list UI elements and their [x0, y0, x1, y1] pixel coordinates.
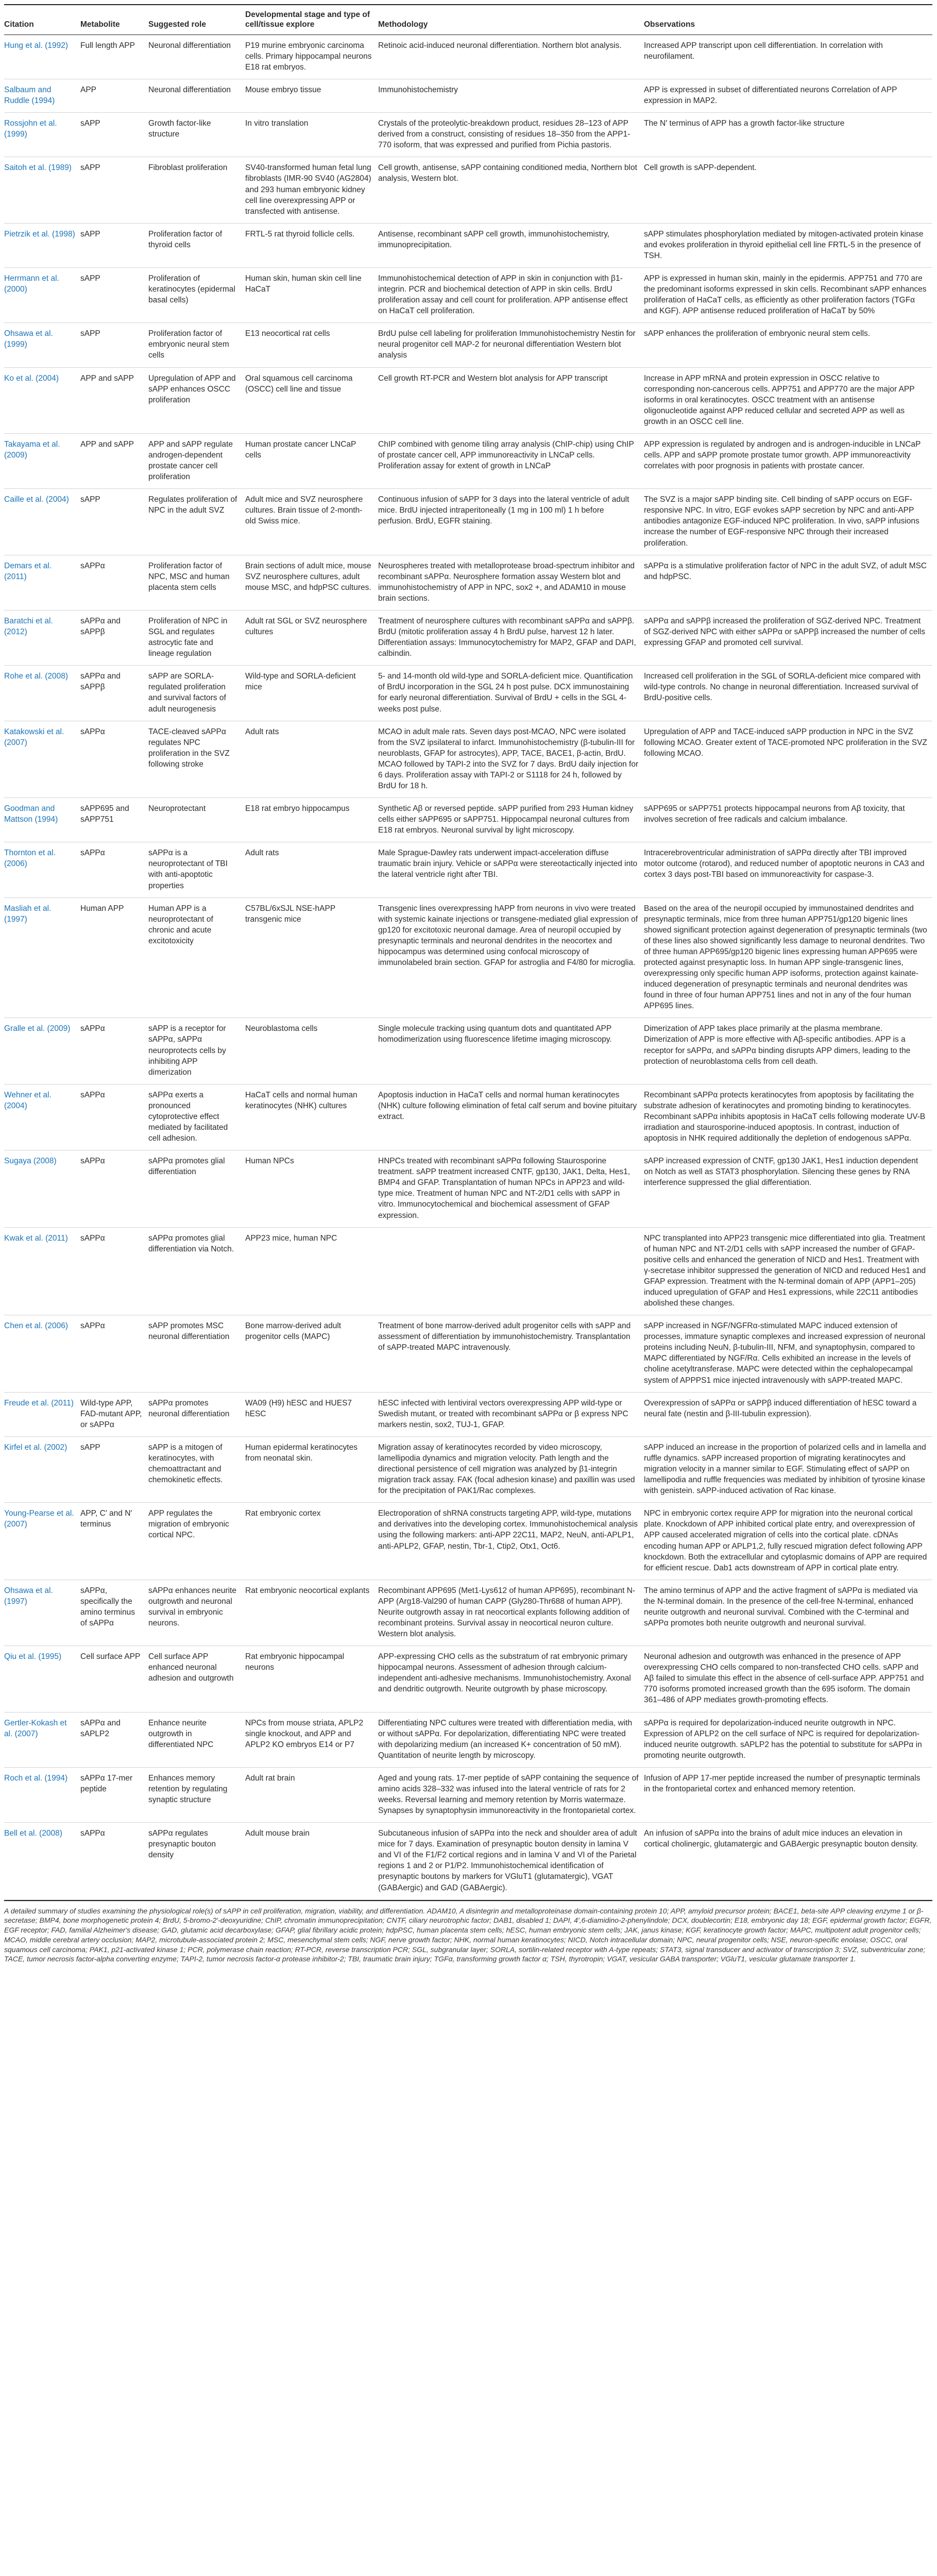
cell-suggested-role: Growth factor-like structure — [148, 113, 245, 157]
cell-developmental-stage: E13 neocortical rat cells — [245, 323, 378, 367]
cell-suggested-role: Enhances memory retention by regulating synaptic structure — [148, 1767, 245, 1822]
cell-suggested-role: sAPPα promotes neuronal differentiation — [148, 1392, 245, 1436]
summary-table — [4, 4, 932, 1900]
cell-citation[interactable]: Salbaum and Ruddle (1994) — [4, 79, 80, 112]
table-row — [4, 1150, 932, 1227]
cell-observations: Dimerization of APP takes place primarily at the plasma membrane. Dimerization of APP is more effective with Aβ-specific antibodies. APP is a receptor for sAPPα, and sAPPα binding disrupts APP dimers, leading to the protection of neuroblastoma cells from cell death. — [644, 1018, 932, 1084]
cell-observations: APP expression is regulated by androgen and is androgen-inducible in LNCaP cells. APP and sAPP promote prostate tumor growth. APP immunoreactivity correlates with poor prognosis in patients with prostate cancer. — [644, 433, 932, 488]
cell-citation[interactable]: Qiu et al. (1995) — [4, 1646, 80, 1712]
cell-citation[interactable]: Ko et al. (2004) — [4, 367, 80, 433]
cell-suggested-role: sAPP promotes MSC neuronal differentiation — [148, 1315, 245, 1392]
table-row — [4, 1084, 932, 1150]
cell-citation[interactable]: Saitoh et al. (1989) — [4, 157, 80, 223]
cell-observations: sAPP increased expression of CNTF, gp130 JAK1, Hes1 induction dependent on Notch as well as STAT3 phosphorylation. Silencing these genes by RNA interference suppressed the glial differentiation. — [644, 1150, 932, 1227]
cell-suggested-role: Neuronal differentiation — [148, 79, 245, 112]
cell-metabolite: sAPP — [80, 268, 148, 323]
cell-observations: sAPPα is a stimulative proliferation factor of NPC in the adult SVZ, of adult MSC and hdpPSC. — [644, 555, 932, 610]
cell-developmental-stage: Wild-type and SORLA-deficient mice — [245, 666, 378, 721]
cell-developmental-stage: HaCaT cells and normal human keratinocytes (NHK) cultures — [245, 1084, 378, 1150]
cell-metabolite: sAPPα, specifically the amino terminus of sAPPα — [80, 1580, 148, 1646]
table-row — [4, 721, 932, 798]
cell-developmental-stage: Human NPCs — [245, 1150, 378, 1227]
cell-citation[interactable]: Gralle et al. (2009) — [4, 1018, 80, 1084]
cell-developmental-stage: Oral squamous cell carcinoma (OSCC) cell line and tissue — [245, 367, 378, 433]
cell-developmental-stage: Adult mice and SVZ neurosphere cultures. Brain tissue of 2-month-old Swiss mice. — [245, 489, 378, 555]
table-row — [4, 897, 932, 1018]
cell-methodology: Subcutaneous infusion of sAPPα into the neck and shoulder area of adult mice for 7 days. Examination of presynaptic bouton density in lamina V and VI of the F1/F2 cortical regions and in lamina V and VI of the Parietal regions 1 and 2 or P1/P2. Immunohistochemical identification of presynaptic boutons by markers for VGluT1 (glutamatergic), VGAT (GABAergic) and GAD (GABAergic). — [378, 1823, 644, 1900]
cell-methodology: MCAO in adult male rats. Seven days post-MCAO, NPC were isolated from the SVZ ipsilateral to infarct. Immunohistochemistry (β-tubulin-III for neuroblasts, GFAP for astrocytes), APP, TACE, BACE1, β-actin, BrdU. MCAO followed by TAPI-2 into the SVZ for 7 days. BrdU daily injection for 6 days. Proliferation assay with TAPI-2 or S1118 for 24 h, followed by BrdU for 18 h. — [378, 721, 644, 798]
cell-suggested-role: Regulates proliferation of NPC in the adult SVZ — [148, 489, 245, 555]
cell-developmental-stage: APP23 mice, human NPC — [245, 1227, 378, 1315]
cell-methodology: Apoptosis induction in HaCaT cells and normal human keratinocytes (NHK) culture following elimination of fetal calf serum and bovine pituitary extract. — [378, 1084, 644, 1150]
cell-developmental-stage: Adult rat brain — [245, 1767, 378, 1822]
cell-developmental-stage: P19 murine embryonic carcinoma cells. Primary hippocampal neurons E18 rat embryos. — [245, 35, 378, 79]
cell-developmental-stage: Adult rats — [245, 721, 378, 798]
table-row — [4, 610, 932, 665]
cell-suggested-role: Upregulation of APP and sAPP enhances OSCC proliferation — [148, 367, 245, 433]
cell-suggested-role: TACE-cleaved sAPPα regulates NPC proliferation in the SVZ following stroke — [148, 721, 245, 798]
cell-developmental-stage: Rat embryonic neocortical explants — [245, 1580, 378, 1646]
cell-developmental-stage: Bone marrow-derived adult progenitor cells (MAPC) — [245, 1315, 378, 1392]
cell-metabolite: sAPPα — [80, 1150, 148, 1227]
cell-suggested-role: Neuroprotectant — [148, 798, 245, 842]
cell-developmental-stage: Human epidermal keratinocytes from neonatal skin. — [245, 1436, 378, 1502]
table-row — [4, 666, 932, 721]
cell-methodology: Retinoic acid-induced neuronal differentiation. Northern blot analysis. — [378, 35, 644, 79]
cell-citation[interactable]: Rohe et al. (2008) — [4, 666, 80, 721]
cell-suggested-role: sAPPα enhances neurite outgrowth and neuronal survival in embryonic neurons. — [148, 1580, 245, 1646]
table-row — [4, 35, 932, 79]
table-row — [4, 268, 932, 323]
table-row — [4, 489, 932, 555]
cell-metabolite: sAPP — [80, 223, 148, 267]
cell-suggested-role: sAPP is a receptor for sAPPα, sAPPα neuroprotects cells by inhibiting APP dimerization — [148, 1018, 245, 1084]
cell-suggested-role: Fibroblast proliferation — [148, 157, 245, 223]
table-row — [4, 113, 932, 157]
cell-metabolite: sAPP — [80, 489, 148, 555]
cell-observations: sAPPα and sAPPβ increased the proliferation of SGZ-derived NPC. Treatment of SGZ-derived NPC with either sAPPα or sAPPβ increased the number of cells expressing GFAP and promoted cell survival. — [644, 610, 932, 665]
cell-metabolite: sAPPα — [80, 555, 148, 610]
column-header-methodology: Methodology — [378, 5, 644, 35]
table-row — [4, 1018, 932, 1084]
cell-suggested-role: Proliferation factor of NPC, MSC and human placenta stem cells — [148, 555, 245, 610]
column-header-metabolite: Metabolite — [80, 5, 148, 35]
table-row — [4, 1392, 932, 1436]
cell-metabolite: sAPPα and sAPPβ — [80, 610, 148, 665]
cell-methodology: Electroporation of shRNA constructs targeting APP, wild-type, mutations and derivatives into the developing cortex. Immunohistochemical analysis using the following markers: anti-APP 22C11, MAP2, NeuN, anti-APLP1, anti-APLP2, GFAP, nestin, Tbr-1, Ctip2, Otx1, Oct6. — [378, 1503, 644, 1580]
cell-developmental-stage: Human prostate cancer LNCaP cells — [245, 433, 378, 488]
cell-observations: NPC transplanted into APP23 transgenic mice differentiated into glia. Treatment of human NPC and NT-2/D1 cells with sAPP increased the number of GFAP-positive cells and enhanced the generation of NICD and Hes1. Treatment with γ-secretase inhibitor suppressed the generation of NICD and reduced Hes1 and GFAP expression. Treatment with the N-terminal domain of APP (APP1–205) induced upregulation of GFAP and Hes1 expressions, while 22C11 antibodies abolished these changes. — [644, 1227, 932, 1315]
cell-metabolite: sAPPα — [80, 1227, 148, 1315]
cell-citation[interactable]: Hung et al. (1992) — [4, 35, 80, 79]
cell-developmental-stage: FRTL-5 rat thyroid follicle cells. — [245, 223, 378, 267]
cell-citation[interactable]: Demars et al. (2011) — [4, 555, 80, 610]
cell-observations: Increased cell proliferation in the SGL of SORLA-deficient mice compared with wild-type controls. No change in neuronal differentiation. Increased survival of BrdU-positive cells. — [644, 666, 932, 721]
cell-methodology: Treatment of neurosphere cultures with recombinant sAPPα and sAPPβ. BrdU (mitotic proliferation assay 4 h BrdU pulse, harvest 12 h later. Differentiation assays: Immunocytochemistry for MAP2, GFAP and DAPI, calbindin. — [378, 610, 644, 665]
cell-suggested-role: sAPPα exerts a pronounced cytoprotective effect mediated by facilitated cell adhesion. — [148, 1084, 245, 1150]
column-header-developmental-stage: Developmental stage and type of cell/tissue explore — [245, 5, 378, 35]
cell-suggested-role: APP and sAPP regulate androgen-dependent prostate cancer cell proliferation — [148, 433, 245, 488]
cell-developmental-stage: C57BL/6xSJL NSE-hAPP transgenic mice — [245, 897, 378, 1018]
cell-metabolite: APP and sAPP — [80, 367, 148, 433]
table-row — [4, 1767, 932, 1822]
document-page — [4, 4, 932, 1964]
cell-suggested-role: sAPPα is a neuroprotectant of TBI with anti-apoptotic properties — [148, 842, 245, 897]
cell-developmental-stage: Human skin, human skin cell line HaCaT — [245, 268, 378, 323]
table-row — [4, 79, 932, 112]
column-header-observations: Observations — [644, 5, 932, 35]
cell-observations: sAPPα is required for depolarization-induced neurite outgrowth in NPC. Expression of APLP2 on the cell surface of NPC is required for depolarization-induced neurite outgrowth. sAPLP2 has the potential to substitute for sAPPα in promoting neurite outgrowth. — [644, 1712, 932, 1767]
cell-methodology: Transgenic lines overexpressing hAPP from neurons in vivo were treated with systemic kainate injections or transgene-mediated glial expression of gp120 for excitotoxic neuronal damage. Area of neuropil occupied by presynaptic terminals and neuronal dendrites in the neocortex and hippocampus was determined using confocal microscopy of immunolabeled brain section. GFAP for astroglia and F4/80 for microglia. — [378, 897, 644, 1018]
cell-observations: sAPP enhances the proliferation of embryonic neural stem cells. — [644, 323, 932, 367]
cell-observations: APP is expressed in subset of differentiated neurons Correlation of APP expression in MAP2. — [644, 79, 932, 112]
cell-observations: Increase in APP mRNA and protein expression in OSCC relative to corresponding non-cancerous cells. APP751 and APP770 are the major APP isoforms in oral keratinocytes. OSCC treatment with an antisense oligonucleotide against APP reduced cellular and secreted APP as well as growth in an OSCC cell line. — [644, 367, 932, 433]
cell-suggested-role: sAPPα promotes glial differentiation — [148, 1150, 245, 1227]
cell-developmental-stage: WA09 (H9) hESC and HUES7 hESC — [245, 1392, 378, 1436]
cell-metabolite: Wild-type APP, FAD-mutant APP, or sAPPα — [80, 1392, 148, 1436]
cell-observations: Based on the area of the neuropil occupied by immunostained dendrites and presynaptic terminals, mice from three human APP751/gp120 bigenic lines showed significant protection against degeneration of presynaptic terminals (two of these lines also showed significantly less damage to neuronal dendrites. Two of three human APP695/gp120 bigenic lines expressing human APP695 were protected against presynaptic loss. In human APP single-transgenic lines, overexpressing only specific human APP isoforms, protection against kainate-induced degeneration of presynaptic terminals and neuronal dendrites was found in three of four human APP751 lines and not in any of the four human APP695 lines. — [644, 897, 932, 1018]
cell-citation[interactable]: Kwak et al. (2011) — [4, 1227, 80, 1315]
cell-methodology: hESC infected with lentiviral vectors overexpressing APP wild-type or Swedish mutant, or treated with recombinant sAPPα or β express NPC markers nestin, sox2, TUJ-1, GFAP. — [378, 1392, 644, 1436]
cell-citation[interactable]: Thornton et al. (2006) — [4, 842, 80, 897]
cell-methodology: 5- and 14-month old wild-type and SORLA-deficient mice. Quantification of BrdU incorporation in the SGL 24 h post pulse. DCX immunostaining for early neuronal differentiation. Survival of BrdU + cells in the SGL 4-weeks post pulse. — [378, 666, 644, 721]
table-row — [4, 1227, 932, 1315]
cell-methodology: Continuous infusion of sAPP for 3 days into the lateral ventricle of adult mice. BrdU injected intraperitoneally (1 mg in 100 ml) 1 h before perfusion. BrdU, EGFR staining. — [378, 489, 644, 555]
cell-citation[interactable]: Caille et al. (2004) — [4, 489, 80, 555]
cell-citation[interactable]: Baratchi et al. (2012) — [4, 610, 80, 665]
cell-observations: sAPP695 or sAPP751 protects hippocampal neurons from Aβ toxicity, that involves secretion of free radicals and calcium imbalance. — [644, 798, 932, 842]
table-row — [4, 157, 932, 223]
cell-observations: The amino terminus of APP and the active fragment of sAPPα is mediated via the N-terminal domain. In the presence of the cell-free N-terminal, enhanced neurite outgrowth and neuronal survival. Combined with the C-terminal and sAPPα promotes both neurite outgrowth and neuronal survival. — [644, 1580, 932, 1646]
table-row — [4, 1646, 932, 1712]
cell-suggested-role: sAPPα regulates presynaptic bouton density — [148, 1823, 245, 1900]
cell-citation[interactable]: Young-Pearse et al. (2007) — [4, 1503, 80, 1580]
cell-methodology: Cell growth RT-PCR and Western blot analysis for APP transcript — [378, 367, 644, 433]
cell-observations: Infusion of APP 17-mer peptide increased the number of presynaptic terminals in the frontoparietal cortex and enhanced memory retention. — [644, 1767, 932, 1822]
cell-observations: The SVZ is a major sAPP binding site. Cell binding of sAPP occurs on EGF-responsive NPC. In vitro, EGF evokes sAPP secretion by NPC and anti-APP antibodies antagonize EGF-induced NPC proliferation. In vivo, sAPP infusions increase the number of EGF-responsive NPC through their increased proliferation. — [644, 489, 932, 555]
cell-citation[interactable]: Katakowski et al. (2007) — [4, 721, 80, 798]
cell-methodology: Treatment of bone marrow-derived adult progenitor cells with sAPP and assessment of differentiation by immunohistochemistry. Transplantation of sAPP-treated MAPC intravenously. — [378, 1315, 644, 1392]
table-row — [4, 1436, 932, 1502]
cell-metabolite: sAPPα — [80, 1315, 148, 1392]
cell-metabolite: sAPPα — [80, 721, 148, 798]
cell-methodology: Aged and young rats. 17-mer peptide of sAPP containing the sequence of amino acids 328–332 was infused into the lateral ventricle of rats for 2 weeks. Reversal learning and memory retention by Morris watermaze. Synapses by synaptophysin immunoreactivity in the frontoparietal cortex. — [378, 1767, 644, 1822]
cell-observations: NPC in embryonic cortex require APP for migration into the neuronal cortical plate. Knockdown of APP inhibited cortical plate entry, and overexpression of APP caused accelerated migration of cells into the cortical plate. cDNAs encoding human APP or APLP1,2, fully rescued migration defect following APP knockdown. Both the extracellular and cytoplasmic domains of APP are required for efficient rescue. Dab1 acts downstream of APP in cortical plate entry. — [644, 1503, 932, 1580]
cell-methodology: Synthetic Aβ or reversed peptide. sAPP purified from 293 Human kidney cells either sAPP695 or sAPP751. Hippocampal neuronal cultures from E18 rat embryos. Neuronal survival by light microscopy. — [378, 798, 644, 842]
cell-suggested-role: Neuronal differentiation — [148, 35, 245, 79]
cell-citation[interactable]: Kirfel et al. (2002) — [4, 1436, 80, 1502]
cell-developmental-stage: Neuroblastoma cells — [245, 1018, 378, 1084]
cell-suggested-role: sAPP are SORLA-regulated proliferation and survival factors of adult neurogenesis — [148, 666, 245, 721]
cell-methodology: Cell growth, antisense, sAPP containing conditioned media, Northern blot analysis, Western blot. — [378, 157, 644, 223]
table-row — [4, 367, 932, 433]
cell-developmental-stage: Rat embryonic cortex — [245, 1503, 378, 1580]
cell-metabolite: APP — [80, 79, 148, 112]
cell-methodology: HNPCs treated with recombinant sAPPα following Staurosporine treatment. sAPP treatment increased CNTF, gp130, JAK1, Delta, Hes1, BMP4 and GFAP. Transplantation of human NPCs in APP23 and wild-type mice. Treatment of human NPC and NT-2/D1 cells with sAPP in vitro. Immunocytochemical and biochemical assessment of GFAP expression. — [378, 1150, 644, 1227]
cell-methodology — [378, 1227, 644, 1315]
cell-citation[interactable]: Ohsawa et al. (1997) — [4, 1580, 80, 1646]
cell-metabolite: sAPP — [80, 1436, 148, 1502]
cell-metabolite: Full length APP — [80, 35, 148, 79]
cell-observations: sAPP stimulates phosphorylation mediated by mitogen-activated protein kinase and evokes proliferation in thyroid epithelial cell line FRTL-5 in the presence of TSH. — [644, 223, 932, 267]
cell-suggested-role: Enhance neurite outgrowth in differentiated NPC — [148, 1712, 245, 1767]
cell-metabolite: sAPPα and sAPPβ — [80, 666, 148, 721]
cell-methodology: ChIP combined with genome tiling array analysis (ChIP-chip) using ChIP of prostate cancer cell, APP immunoreactivity in LNCaP cells. Proliferation assay for extent of growth in LNCaP — [378, 433, 644, 488]
cell-observations: sAPP induced an increase in the proportion of polarized cells and in lamella and ruffle dynamics. sAPP increased proportion of migrating keratinocytes and migration velocity in a manner similar to EGF. Stimulating effect of sAPP on lamellipodia and ruffle frequencies was mediated by inhibition of tyrosine kinase with genistein. sAPP-induced activation of Rac kinase. — [644, 1436, 932, 1502]
cell-citation[interactable]: Chen et al. (2006) — [4, 1315, 80, 1392]
cell-suggested-role: Proliferation of NPC in SGL and regulates astrocytic fate and lineage regulation — [148, 610, 245, 665]
column-header-citation: Citation — [4, 5, 80, 35]
table-row — [4, 1503, 932, 1580]
table-row — [4, 323, 932, 367]
cell-methodology: Differentiating NPC cultures were treated with differentiation media, with or without sAPPα. For depolarization, differentiating NPC were treated with depolarizing medium (an increased K+ concentration of 50 mM). Quantitation of neurite length by microscopy. — [378, 1712, 644, 1767]
column-header-suggested-role: Suggested role — [148, 5, 245, 35]
cell-citation[interactable]: Freude et al. (2011) — [4, 1392, 80, 1436]
cell-observations: sAPP increased in NGF/NGFRα-stimulated MAPC induced extension of processes, immature synaptic complexes and increased expression of neuronal proteins including NeuN, β-tubulin-III, NFM, and synaptophysin, compared to MAPC differentiated by NGF/Rα. Cells exhibited an increase in the levels of choline acetyltransferase. MAPC were detected within the cephalopecampal system of APPPS1 mice injected intravenously with sAPP-treated MAPC. — [644, 1315, 932, 1392]
cell-methodology: Antisense, recombinant sAPP cell growth, immunohistochemistry, immunoprecipitation. — [378, 223, 644, 267]
cell-developmental-stage: In vitro translation — [245, 113, 378, 157]
cell-metabolite: sAPPα — [80, 1018, 148, 1084]
cell-metabolite: Cell surface APP — [80, 1646, 148, 1712]
cell-suggested-role: Proliferation factor of embryonic neural stem cells — [148, 323, 245, 367]
cell-observations: Recombinant sAPPα protects keratinocytes from apoptosis by facilitating the substrate adhesion of keratinocytes and promoting binding to keratinocytes. Recombinant sAPPα inhibits apoptosis in HaCaT cells following moderate UV-B irradiation and staurosporine-induced apoptosis. In contrast, induction of apoptosis in NHK required additionally the depletion of endogenous sAPPα. — [644, 1084, 932, 1150]
cell-observations: Cell growth is sAPP-dependent. — [644, 157, 932, 223]
cell-methodology: Single molecule tracking using quantum dots and quantitated APP homodimerization using fluorescence lifetime imaging microscopy. — [378, 1018, 644, 1084]
cell-metabolite: sAPP — [80, 113, 148, 157]
cell-developmental-stage: Rat embryonic hippocampal neurons — [245, 1646, 378, 1712]
cell-developmental-stage: Adult rats — [245, 842, 378, 897]
cell-metabolite: sAPPα 17-mer peptide — [80, 1767, 148, 1822]
cell-developmental-stage: NPCs from mouse striata, APLP2 single knockout, and APP and APLP2 KO embryos E14 or P7 — [245, 1712, 378, 1767]
cell-citation[interactable]: Goodman and Mattson (1994) — [4, 798, 80, 842]
cell-citation[interactable]: Roch et al. (1994) — [4, 1767, 80, 1822]
cell-observations: Increased APP transcript upon cell differentiation. In correlation with neurofilament. — [644, 35, 932, 79]
cell-methodology: Immunohistochemical detection of APP in skin in conjunction with β1-integrin. PCR and biochemical detection of APP in skin cells. BrdU proliferation assay and cell count for proliferation. APP antisense effect on HaCaT cell proliferation. — [378, 268, 644, 323]
table-footnote: A detailed summary of studies examining the physiological role(s) of sAPP in cell proliferation, migration, viability, and differentiation. ADAM10, A disintegrin and metalloproteinase domain-containing protein 10; APP, amyloid precursor protein; BACE1, beta-site APP cleaving enzyme 1 or β-secretase; BMP4, bone morphogenetic protein 4; BrdU, 5-bromo-2′-deoxyuridine; ChIP, chromatin immunoprecipitation; CNTF, ciliary neurotrophic factor; DAB1, disabled 1; DAPI, 4′,6-diamidino-2-phenylindole; DCX, doublecortin; E18, embryonic day 18; EGF, epidermal growth factor; EGFR, EGF receptor; FAD, familial Alzheimer's disease; GAD, glutamic acid decarboxylase; GFAP, glial fibrillary acidic protein; hdpPSC, human placenta stem cells; hESC, human embryonic stem cells; JAK, janus kinase; KGF, keratinocyte growth factor; MAPC, multipotent adult progenitor cells; MCAO, middle cerebral artery occlusion; MAP2, microtubule-associated protein 2; MSC, mesenchymal stem cells; NGF, nerve growth factor; NHK, normal human keratinocytes; NICD, Notch intracellular domain; NPC, neural progenitor cells; NSE, neuron-specific enolase; OSCC, oral squamous cell carcinoma; PAK1, p21-activated kinase 1; PCR, polymerase chain reaction; RT-PCR, reverse transcription PCR; SGL, subgranular layer; SORLA, sortilin-related receptor with A-type repeats; STAT3, signal transducer and activator of transcription 3; SVZ, subventricular zone; TACE, tumor necrosis factor-alpha converting enzyme; TAPI-2, tumor necrosis factor-α protease inhibitor-2; TBI, traumatic brain injury; TGFα, transforming growth factor α; TSH, thyrotropin; VGAT, vesicular GABA transporter; VGluT1, vesicular glutamate transporter 1. — [4, 1900, 932, 1964]
cell-metabolite: sAPP — [80, 323, 148, 367]
cell-citation[interactable]: Herrmann et al. (2000) — [4, 268, 80, 323]
cell-methodology: Male Sprague-Dawley rats underwent impact-acceleration diffuse traumatic brain injury. Vehicle or sAPPα were stereotactically injected into the lateral ventricle right after TBI. — [378, 842, 644, 897]
cell-observations: APP is expressed in human skin, mainly in the epidermis. APP751 and 770 are the predominant isoforms expressed in skin cells. Recombinant sAPP enhances proliferation of HaCaT cells, as efficiently as other proliferation factors (TGFα and KGF). APP antisense reduced proliferation of HaCaT by 50% — [644, 268, 932, 323]
cell-metabolite: sAPPα — [80, 1084, 148, 1150]
cell-observations: Overexpression of sAPPα or sAPPβ induced differentiation of hESC toward a neural fate (nestin and β-III-tubulin expression). — [644, 1392, 932, 1436]
table-row — [4, 842, 932, 897]
cell-metabolite: sAPPα — [80, 842, 148, 897]
cell-methodology: Neurospheres treated with metalloprotease broad-spectrum inhibitor and recombinant sAPPα. Neurosphere formation assay Western blot and immunohistochemistry of APP in NPC, sox2 +, and ADAM10 in mouse brain sections. — [378, 555, 644, 610]
cell-metabolite: sAPP — [80, 157, 148, 223]
cell-citation[interactable]: Sugaya (2008) — [4, 1150, 80, 1227]
cell-observations: Intracerebroventricular administration of sAPPα directly after TBI improved motor outcome (rotarod), and reduced number of apoptotic neurons in CA3 and cortex 3 days post-TBI based on immunoreactivity for caspase-3. — [644, 842, 932, 897]
table-body — [4, 35, 932, 1900]
cell-metabolite: Human APP — [80, 897, 148, 1018]
cell-citation[interactable]: Masliah et al. (1997) — [4, 897, 80, 1018]
cell-metabolite: APP, C′ and N′ terminus — [80, 1503, 148, 1580]
cell-developmental-stage: Brain sections of adult mice, mouse SVZ neurosphere cultures, adult mouse MSC, and hdpPSC cultures. — [245, 555, 378, 610]
cell-suggested-role: sAPPα promotes glial differentiation via Notch. — [148, 1227, 245, 1315]
cell-metabolite: sAPPα and sAPLP2 — [80, 1712, 148, 1767]
cell-methodology: Recombinant APP695 (Met1-Lys612 of human APP695), recombinant N-APP (Arg18-Val290 of human CAPP (Gly280-Thr688 of human APP). Neurite outgrowth assay in rat neocortical explants following addition of recombinant proteins. Survival assay in neocortical neuron culture. Western blot analysis. — [378, 1580, 644, 1646]
cell-citation[interactable]: Bell et al. (2008) — [4, 1823, 80, 1900]
cell-developmental-stage: E18 rat embryo hippocampus — [245, 798, 378, 842]
cell-citation[interactable]: Rossjohn et al. (1999) — [4, 113, 80, 157]
table-row — [4, 1823, 932, 1900]
cell-metabolite: sAPPα — [80, 1823, 148, 1900]
cell-developmental-stage: Mouse embryo tissue — [245, 79, 378, 112]
cell-suggested-role: Human APP is a neuroprotectant of chronic and acute excitotoxicity — [148, 897, 245, 1018]
cell-citation[interactable]: Wehner et al. (2004) — [4, 1084, 80, 1150]
table-row — [4, 433, 932, 488]
cell-methodology: APP-expressing CHO cells as the substratum of rat embryonic primary hippocampal neurons. Assessment of adhesion through calcium-independent anti-adhesive mechanisms. Immunohistochemistry. Axonal and dendritic outgrowth. Neurite outgrowth by phase microscopy. — [378, 1646, 644, 1712]
cell-methodology: Migration assay of keratinocytes recorded by video microscopy, lamellipodia dynamics and migration velocity. Path length and the directional persistence of cell migration was analyzed by β1-integrin migration track assay. FAK (focal adhesion kinase) and paxillin was used for the precipitation of PAK1/Rac complexes. — [378, 1436, 644, 1502]
cell-observations: Upregulation of APP and TACE-induced sAPP production in NPC in the SVZ following MCAO. Greater extent of TACE-promoted NPC proliferation in the SVZ following MCAO. — [644, 721, 932, 798]
cell-suggested-role: Proliferation of keratinocytes (epidermal basal cells) — [148, 268, 245, 323]
cell-observations: An infusion of sAPPα into the brains of adult mice induces an elevation in cortical cholinergic, glutamatergic and GABAergic presynaptic bouton density. — [644, 1823, 932, 1900]
cell-methodology: Crystals of the proteolytic-breakdown product, residues 28–123 of APP derived from a construct, consisting of residues 18–350 from the APP1-770 isoform, that was expressed and purified from Pichia pastoris. — [378, 113, 644, 157]
cell-citation[interactable]: Takayama et al. (2009) — [4, 433, 80, 488]
table-header-row — [4, 5, 932, 35]
table-row — [4, 1580, 932, 1646]
cell-metabolite: sAPP695 and sAPP751 — [80, 798, 148, 842]
cell-citation[interactable]: Gertler-Kokash et al. (2007) — [4, 1712, 80, 1767]
cell-citation[interactable]: Ohsawa et al. (1999) — [4, 323, 80, 367]
table-row — [4, 555, 932, 610]
cell-developmental-stage: SV40-transformed human fetal lung fibroblasts (IMR-90 SV40 (AG2804) and 293 human embryonic kidney cell line overexpressing APP or transfected with antisense. — [245, 157, 378, 223]
cell-citation[interactable]: Pietrzik et al. (1998) — [4, 223, 80, 267]
cell-suggested-role: Cell surface APP enhanced neuronal adhesion and outgrowth — [148, 1646, 245, 1712]
cell-suggested-role: sAPP is a mitogen of keratinocytes, with chemoattractant and chemokinetic effects. — [148, 1436, 245, 1502]
cell-metabolite: APP and sAPP — [80, 433, 148, 488]
table-row — [4, 798, 932, 842]
cell-developmental-stage: Adult rat SGL or SVZ neurosphere cultures — [245, 610, 378, 665]
cell-observations: Neuronal adhesion and outgrowth was enhanced in the presence of APP overexpressing CHO cells compared to non-transfected CHO cells. sAPP and Aβ failed to simulate this effect in the absence of cell-surface APP. APP751 and 770 isoforms promoted increased growth than the 695 isoform. The domain 361–486 of APP mediates growth-promoting effects. — [644, 1646, 932, 1712]
cell-observations: The N′ terminus of APP has a growth factor-like structure — [644, 113, 932, 157]
table-row — [4, 1712, 932, 1767]
cell-suggested-role: APP regulates the migration of embryonic cortical NPC. — [148, 1503, 245, 1580]
table-row — [4, 223, 932, 267]
cell-methodology: BrdU pulse cell labeling for proliferation Immunohistochemistry Nestin for neural progenitor cell MAP-2 for neuronal differentiation Western blot analysis — [378, 323, 644, 367]
table-row — [4, 1315, 932, 1392]
cell-methodology: Immunohistochemistry — [378, 79, 644, 112]
cell-developmental-stage: Adult mouse brain — [245, 1823, 378, 1900]
cell-suggested-role: Proliferation factor of thyroid cells — [148, 223, 245, 267]
